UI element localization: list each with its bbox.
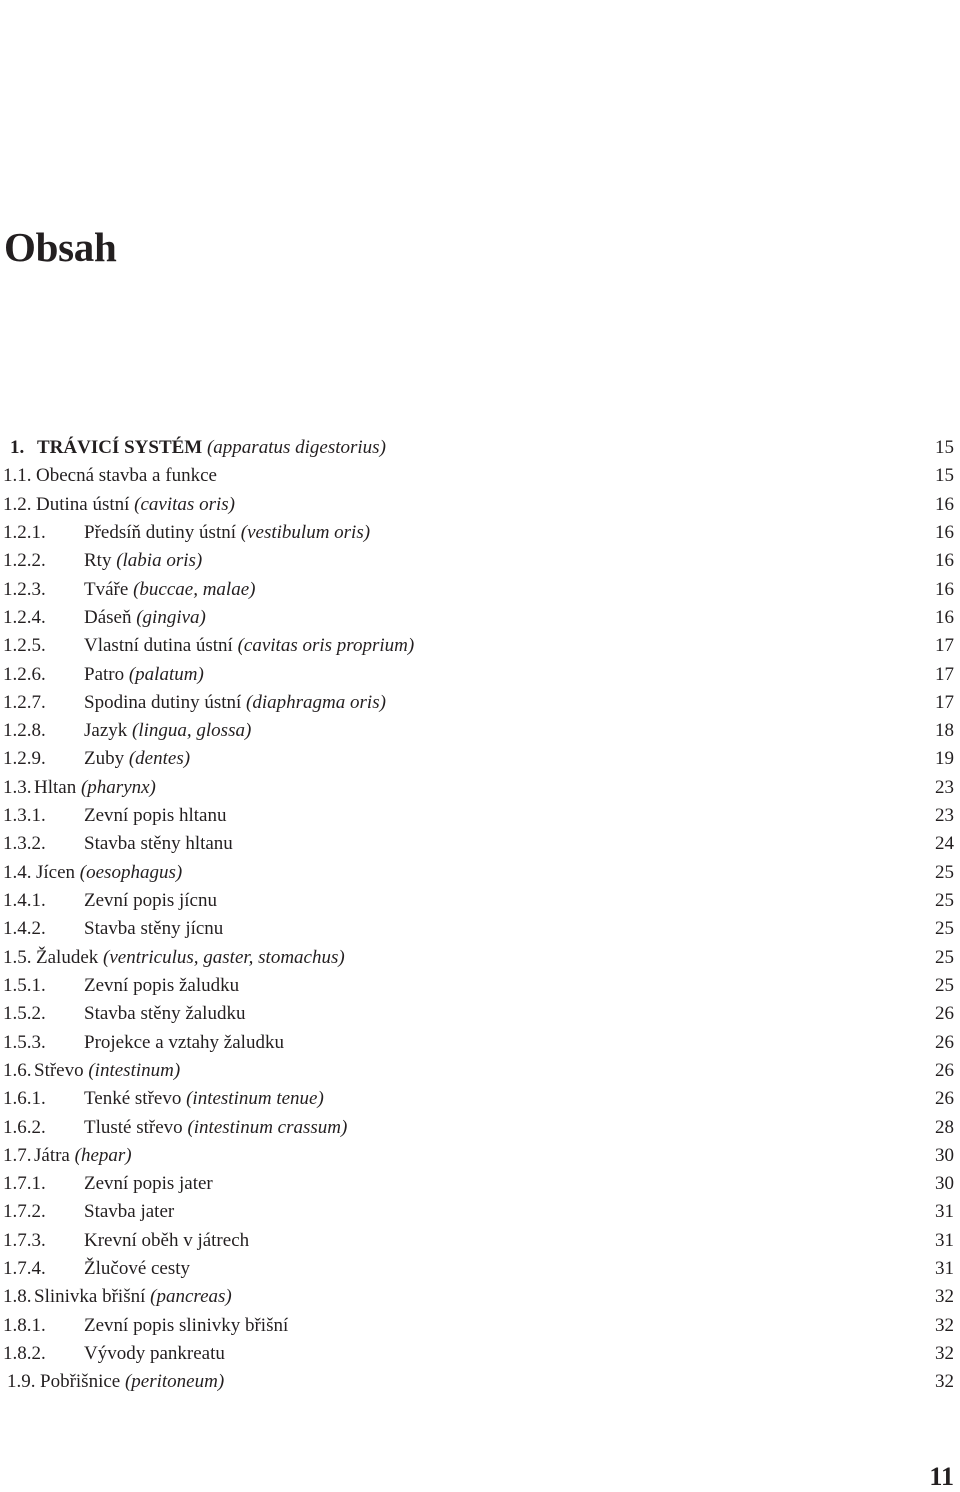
toc-entry-page: 16 (935, 550, 954, 572)
toc-entry (0, 830, 960, 858)
toc-entry-number: 1.2.5. (3, 635, 46, 657)
toc-entry-number: 1.2.6. (3, 663, 46, 685)
toc-entry-number: 1.8.2. (3, 1343, 46, 1364)
toc-entry-page: 15 (935, 465, 954, 487)
toc-entry-main-text: Střevo (34, 1059, 84, 1081)
toc-entry-latin-term: (intestinum tenue) (186, 1088, 324, 1110)
toc-entry-main-text: Játra (34, 1144, 70, 1166)
toc-entry-number: 1.2.9. (3, 748, 46, 770)
toc-entry-title (84, 1114, 347, 1142)
toc-entry-title (84, 661, 204, 689)
toc-entry-main-text: Zevní popis jater (84, 1173, 213, 1195)
toc-entry-main-text: Zevní popis žaludku (84, 974, 240, 996)
toc-entry-main-text: Stavba stěny žaludku (84, 1003, 246, 1025)
toc-entry-page: 25 (935, 890, 954, 911)
toc-entry-page: 17 (935, 635, 954, 657)
toc-entry-page: 32 (935, 1286, 954, 1308)
toc-entry-main-text: Zevní popis jícnu (84, 890, 217, 911)
toc-entry-latin-term: (peritoneum) (124, 1371, 225, 1393)
toc-entry (0, 1142, 960, 1170)
toc-entry-title (34, 1057, 180, 1085)
toc-entry-main-text: Vlastní dutina ústní (84, 635, 233, 657)
toc-entry-title (84, 576, 255, 604)
toc-entry-title (36, 944, 345, 972)
toc-entry-title (84, 717, 251, 745)
toc-entry (0, 717, 960, 745)
toc-entry-number: 1.2.1. (3, 521, 46, 543)
toc-entry-number: 1.3.1. (3, 805, 46, 827)
toc-entry-title (36, 462, 217, 490)
toc-entry-latin-term: (oesophagus) (79, 861, 183, 883)
toc-entry-page: 25 (935, 974, 954, 996)
table-of-contents (0, 434, 960, 1397)
toc-entry (0, 1029, 960, 1057)
toc-entry-latin-term: (intestinum crassum) (187, 1116, 348, 1138)
toc-entry (0, 944, 960, 972)
toc-entry (0, 1312, 960, 1340)
toc-entry-number: 1.1. (3, 465, 32, 487)
toc-entry-main-text: Vývody pankreatu (84, 1343, 225, 1364)
toc-entry-page: 26 (935, 1088, 954, 1110)
toc-entry (0, 1227, 960, 1255)
toc-entry-page: 23 (935, 776, 954, 798)
toc-entry-latin-term: (dentes) (128, 748, 191, 770)
toc-entry-title (34, 774, 156, 802)
toc-entry (0, 1057, 960, 1085)
toc-entry-number: 1.5.2. (3, 1003, 46, 1025)
toc-entry-title (84, 1255, 190, 1283)
toc-entry-main-text: Stavba stěny jícnu (84, 918, 224, 940)
toc-entry-latin-term: (intestinum) (88, 1059, 181, 1081)
toc-entry-number: 1.7. (3, 1144, 32, 1166)
toc-entry-page: 17 (935, 663, 954, 685)
toc-entry-latin-term: (ventriculus, gaster, stomachus) (103, 946, 345, 968)
toc-entry-page: 16 (935, 493, 954, 515)
toc-entry-title (84, 1029, 284, 1057)
toc-entry (0, 887, 960, 915)
toc-entry-page: 32 (935, 1343, 954, 1364)
toc-entry-page: 26 (935, 1031, 954, 1053)
toc-entry-main-text: Hltan (34, 776, 77, 798)
toc-entry-number: 1.2.3. (3, 578, 46, 600)
toc-entry-title (37, 434, 386, 462)
toc-entry-page: 28 (935, 1116, 954, 1138)
toc-entry (0, 1255, 960, 1283)
toc-entry-title (84, 1085, 324, 1113)
toc-entry-number: 1.7.1. (3, 1173, 46, 1195)
toc-entry-page: 16 (935, 578, 954, 600)
toc-entry-title (84, 519, 370, 547)
toc-entry-main-text: Patro (84, 663, 125, 685)
toc-entry-latin-term: (palatum) (128, 663, 204, 685)
toc-entry-title (84, 547, 202, 575)
toc-entry (0, 1085, 960, 1113)
toc-entry-number: 1.4. (3, 861, 32, 883)
toc-entry-main-text: Slinivka břišní (34, 1286, 146, 1308)
toc-entry (0, 434, 960, 462)
toc-entry-latin-term: (cavitas oris proprium) (237, 635, 415, 657)
toc-entry-number: 1.2.8. (3, 720, 46, 742)
toc-entry-title (84, 1000, 245, 1028)
toc-entry-title (34, 1142, 132, 1170)
toc-entry-title (84, 1340, 225, 1368)
toc-entry-main-text: Projekce a vztahy žaludku (84, 1031, 284, 1053)
toc-entry (0, 1283, 960, 1311)
toc-entry-page: 15 (935, 437, 954, 458)
toc-entry-main-text: Žaludek (36, 946, 99, 968)
toc-entry (0, 859, 960, 887)
toc-entry-page: 31 (935, 1201, 954, 1223)
toc-entry-title (84, 887, 217, 915)
toc-entry (0, 1198, 960, 1226)
toc-entry-page: 17 (935, 691, 954, 713)
toc-entry-main-text: Tváře (84, 578, 129, 600)
toc-entry (0, 1368, 960, 1396)
toc-entry-main-text: Spodina dutiny ústní (84, 691, 242, 713)
toc-entry (0, 689, 960, 717)
toc-entry-title (84, 745, 190, 773)
toc-entry-title (84, 689, 386, 717)
toc-entry-latin-term: (hepar) (74, 1144, 132, 1166)
toc-entry-page: 32 (935, 1371, 954, 1393)
toc-entry-page: 32 (935, 1314, 954, 1336)
toc-entry-main-text: TRÁVICÍ SYSTÉM (37, 437, 203, 458)
toc-entry-page: 31 (935, 1258, 954, 1280)
toc-entry-latin-term: (gingiva) (136, 606, 206, 628)
toc-entry-main-text: Obecná stavba a funkce (36, 465, 217, 487)
toc-entry-page: 18 (935, 720, 954, 742)
page-title: Obsah (4, 224, 117, 270)
toc-entry-page: 16 (935, 521, 954, 543)
toc-entry-number: 1.6.2. (3, 1116, 46, 1138)
toc-entry (0, 1114, 960, 1142)
toc-entry-number: 1.4.1. (3, 890, 46, 911)
toc-entry-main-text: Jazyk (84, 720, 128, 742)
toc-entry-page: 25 (935, 946, 954, 968)
toc-entry-title (84, 1198, 174, 1226)
toc-entry-page: 16 (935, 606, 954, 628)
toc-entry-main-text: Zuby (84, 748, 125, 770)
toc-entry-title (84, 1312, 288, 1340)
toc-entry-number: 1.2.2. (3, 550, 46, 572)
toc-entry-title (36, 859, 182, 887)
toc-entry-main-text: Stavba jater (84, 1201, 175, 1223)
toc-entry-page: 30 (935, 1144, 954, 1166)
toc-entry (0, 576, 960, 604)
toc-entry-title (84, 1170, 213, 1198)
toc-entry-main-text: Pobřišnice (40, 1371, 121, 1393)
toc-entry (0, 632, 960, 660)
page-number: 11 (929, 1462, 954, 1491)
toc-entry-number: 1.7.4. (3, 1258, 46, 1280)
toc-entry (0, 1340, 960, 1368)
toc-entry (0, 1000, 960, 1028)
toc-entry-main-text: Zevní popis hltanu (84, 805, 227, 827)
toc-entry-number: 1.3. (3, 776, 32, 798)
toc-entry-page: 26 (935, 1003, 954, 1025)
toc-entry-title (84, 915, 223, 943)
toc-entry-page: 25 (935, 861, 954, 883)
toc-entry-title (84, 802, 226, 830)
toc-entry (0, 547, 960, 575)
toc-entry-number: 1.2.7. (3, 691, 46, 713)
toc-entry (0, 802, 960, 830)
toc-entry-title (84, 604, 206, 632)
toc-entry-title (34, 1283, 232, 1311)
toc-entry-main-text: Jícen (36, 861, 76, 883)
toc-entry-title (84, 632, 414, 660)
toc-entry-main-text: Krevní oběh v játrech (84, 1229, 250, 1251)
toc-entry (0, 519, 960, 547)
toc-entry (0, 661, 960, 689)
toc-entry-main-text: Stavba stěny hltanu (84, 833, 233, 855)
toc-entry-main-text: Zevní popis slinivky břišní (84, 1314, 289, 1336)
toc-entry-title (36, 491, 235, 519)
toc-entry-page: 30 (935, 1173, 954, 1195)
toc-entry-number: 1.2. (3, 493, 32, 515)
toc-entry-page: 25 (935, 918, 954, 940)
toc-entry-latin-term: (lingua, glossa) (132, 720, 252, 742)
toc-entry-page: 19 (935, 748, 954, 770)
toc-entry-page: 31 (935, 1229, 954, 1251)
toc-entry-latin-term: (cavitas oris) (134, 493, 235, 515)
toc-entry-title (40, 1368, 224, 1396)
toc-entry-title (84, 830, 233, 858)
toc-entry-title (84, 972, 239, 1000)
toc-entry-latin-term: (pharynx) (80, 776, 156, 798)
toc-entry-number: 1.6.1. (3, 1088, 46, 1110)
toc-entry (0, 1170, 960, 1198)
toc-entry-page: 23 (935, 805, 954, 827)
toc-entry (0, 462, 960, 490)
toc-entry-page: 26 (935, 1059, 954, 1081)
toc-entry-number: 1.5.1. (3, 974, 46, 996)
toc-entry-title (84, 1227, 249, 1255)
toc-entry-main-text: Rty (84, 550, 112, 572)
toc-entry (0, 774, 960, 802)
toc-entry (0, 604, 960, 632)
toc-entry-main-text: Předsíň dutiny ústní (84, 521, 237, 543)
toc-entry-latin-term: (vestibulum oris) (240, 521, 371, 543)
toc-entry-number: 1.7.2. (3, 1201, 46, 1223)
toc-entry-number: 1.2.4. (3, 606, 46, 628)
toc-entry-main-text: Tlusté střevo (84, 1116, 183, 1138)
toc-entry-number: 1.5.3. (3, 1031, 46, 1053)
toc-entry-main-text: Žlučové cesty (84, 1258, 191, 1280)
toc-entry-number: 1. (10, 437, 25, 458)
toc-entry-number: 1.5. (3, 946, 32, 968)
toc-entry (0, 972, 960, 1000)
toc-entry-number: 1.3.2. (3, 833, 46, 855)
toc-entry-number: 1.6. (3, 1059, 32, 1081)
toc-entry-latin-term: (apparatus digestorius) (206, 437, 386, 458)
toc-entry-number: 1.7.3. (3, 1229, 46, 1251)
toc-entry-main-text: Dáseň (84, 606, 132, 628)
toc-entry-latin-term: (diaphragma oris) (246, 691, 386, 713)
toc-entry-number: 1.8.1. (3, 1314, 46, 1336)
toc-entry-main-text: Tenké střevo (84, 1088, 182, 1110)
toc-entry-number: 1.4.2. (3, 918, 46, 940)
toc-entry-number: 1.9. (7, 1371, 36, 1393)
toc-entry-latin-term: (pancreas) (150, 1286, 232, 1308)
toc-entry-number: 1.8. (3, 1286, 32, 1308)
toc-entry-main-text: Dutina ústní (36, 493, 130, 515)
toc-entry (0, 915, 960, 943)
toc-entry (0, 745, 960, 773)
toc-entry-page: 24 (935, 833, 954, 855)
toc-entry (0, 491, 960, 519)
toc-entry-latin-term: (labia oris) (116, 550, 203, 572)
toc-entry-latin-term: (buccae, malae) (133, 578, 256, 600)
